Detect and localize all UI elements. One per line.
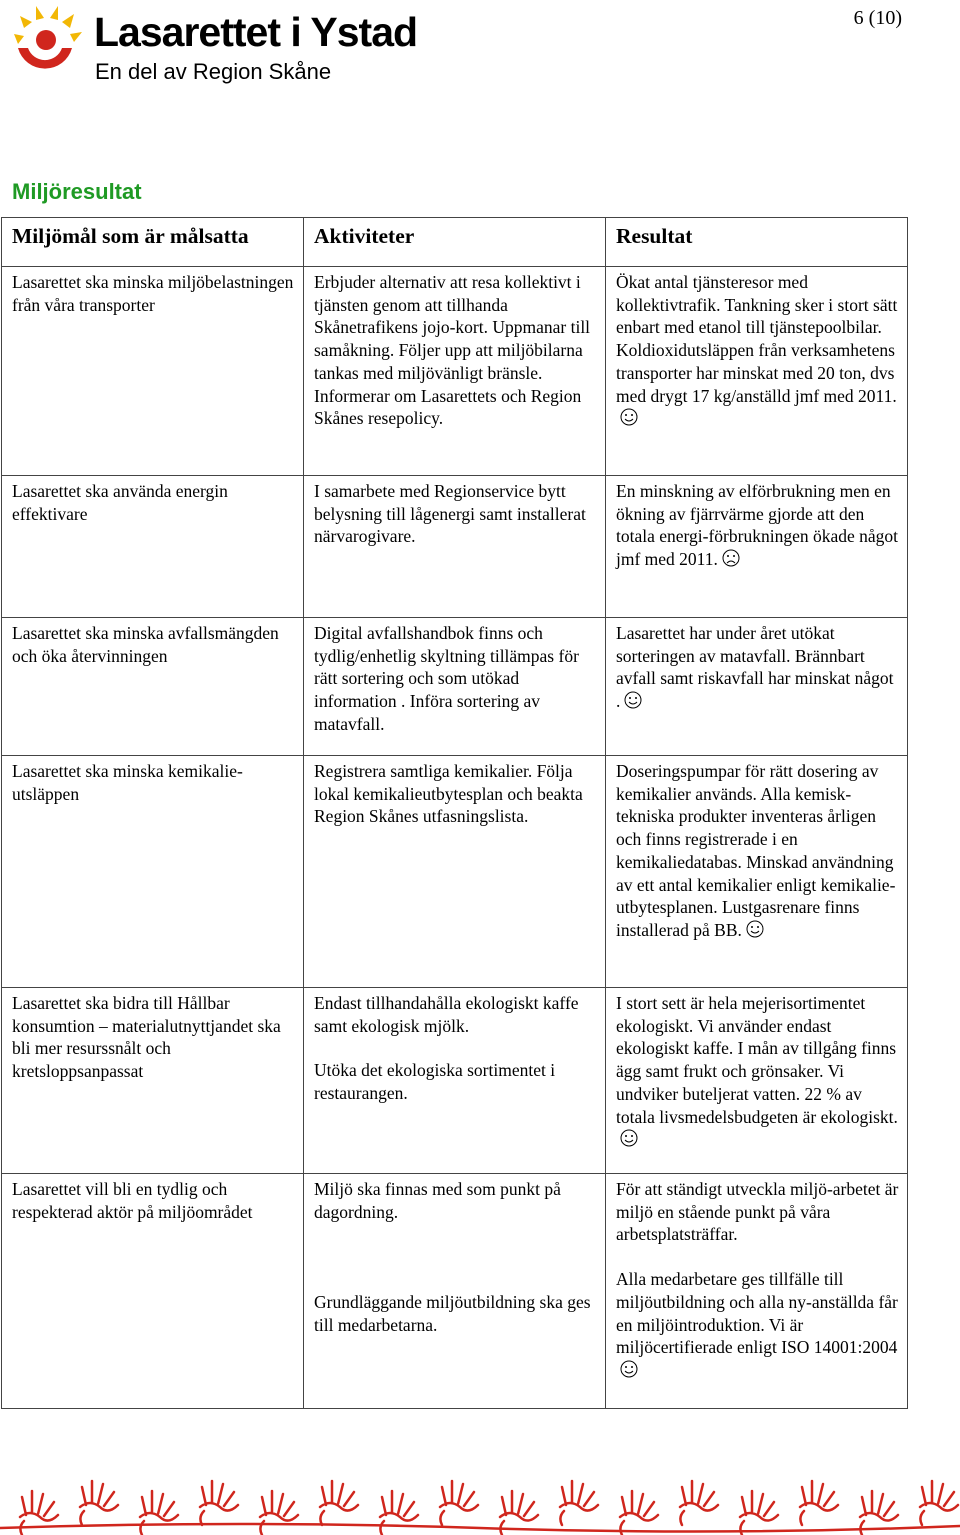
result-cell bbox=[606, 1174, 908, 1409]
result-paragraph: För att ständigt utveckla miljö-arbetet är miljö en stående punkt på våra arbetsplatsträffar. bbox=[616, 1179, 899, 1245]
smiley-happy-icon bbox=[620, 1360, 638, 1378]
table-row bbox=[2, 476, 908, 618]
column-header-activities: Aktiviteter bbox=[304, 218, 606, 267]
activities-cell: Registrera samtliga kemikalier. Följa lokal kemikalieutbytesplan och beakta Region Skånes utfasningslista. bbox=[304, 756, 606, 988]
result-cell bbox=[606, 756, 908, 988]
activity-paragraph: Miljö ska finnas med som punkt på dagordning. bbox=[314, 1179, 561, 1222]
column-header-results: Resultat bbox=[606, 218, 908, 267]
goal-cell: Lasarettet ska använda energin effektivare bbox=[2, 476, 304, 618]
activity-paragraph: Endast tillhandahålla ekologiskt kaffe samt ekologisk mjölk. bbox=[314, 993, 579, 1036]
logo-subtitle: En del av Region Skåne bbox=[95, 59, 332, 84]
result-cell bbox=[606, 988, 908, 1174]
result-cell bbox=[606, 476, 908, 618]
activities-cell: I samarbete med Regionservice bytt belysning till lågenergi samt installerat närvarogivare. bbox=[304, 476, 606, 618]
smiley-happy-icon bbox=[620, 408, 638, 426]
activities-cell: Erbjuder alternativ att resa kollektivt i tjänsten genom att tillhanda Skånetrafikens jojo-kort. Uppmanar till samåkning. Följer upp att miljöbilarna tankas med miljövänligt bränsle. Informerar om Lasarettets och Region Skånes resepolicy. bbox=[304, 267, 606, 476]
activities-cell bbox=[304, 988, 606, 1174]
section-title: Miljöresultat bbox=[12, 179, 142, 204]
decorative-hands-border-icon bbox=[0, 1458, 960, 1535]
result-text: Lasarettet har under året utökat sorteringen av matavfall. Brännbart avfall samt riskavfall har minskat något . bbox=[616, 623, 894, 712]
activity-paragraph: Utöka det ekologiska sortimentet i restaurangen. bbox=[314, 1060, 556, 1104]
goal-cell: Lasarettet ska minska avfallsmängden och öka återvinningen bbox=[2, 618, 304, 756]
table-row bbox=[2, 618, 908, 756]
table-row bbox=[2, 267, 908, 476]
logo-mark-icon bbox=[10, 4, 84, 74]
goal-cell: Lasarettet ska bidra till Hållbar konsumtion – materialutnyttjandet ska bli mer resurssnålt och kretsloppsanpassat bbox=[2, 988, 304, 1174]
environment-results-table bbox=[1, 217, 908, 1409]
result-text: Doseringspumpar för rätt dosering av kemikalier används. Alla kemisk-tekniska produkter inventeras årligen och finns registrerade i en kemikaliedatabas. Minskad användning av ett antal kemikalier enligt kemikalie-utbytesplanen. Lustgasrenare finns installerad på BB. bbox=[616, 761, 896, 940]
result-text: Ökat antal tjänsteresor med kollektivtrafik. Tankning sker i stort sätt enbart med etanol till tjänstepoolbilar. Koldioxidutsläppen från verksamhetens transporter har minskat med 20 ton, dvs med drygt 17 kg/anställd jmf med 2011. bbox=[616, 272, 898, 406]
activities-cell bbox=[304, 1174, 606, 1409]
result-paragraph bbox=[616, 1268, 899, 1382]
result-text: En minskning av elförbrukning men en ökning av fjärrvärme gjorde att den totala energi-förbrukningen ökade något jmf med 2011. bbox=[616, 481, 899, 570]
result-cell bbox=[606, 618, 908, 756]
smiley-sad-icon bbox=[722, 549, 740, 567]
smiley-happy-icon bbox=[746, 920, 764, 938]
smiley-happy-icon bbox=[620, 1129, 638, 1147]
activity-paragraph: Grundläggande miljöutbildning ska ges till medarbetarna. bbox=[314, 1292, 591, 1336]
table-row bbox=[2, 988, 908, 1174]
logo-name: Lasarettet i Ystad bbox=[94, 9, 418, 55]
result-text: Alla medarbetare ges tillfälle till miljöutbildning och alla ny-anställda får en miljöintroduktion. Vi är miljöcertifierade enligt ISO 14001:2004 bbox=[616, 1269, 898, 1358]
goal-cell: Lasarettet vill bli en tydlig och respekterad aktör på miljöområdet bbox=[2, 1174, 304, 1409]
result-text: I stort sett är hela mejerisortimentet ekologiskt. Vi använder endast ekologiskt kaffe. I mån av tillgång finns ägg samt frukt och grönsaker. Vi undviker buteljerat vatten. 22 % av totala livsmedelsbudgeten är ekologiskt. bbox=[616, 993, 898, 1127]
smiley-happy-icon bbox=[624, 691, 642, 709]
column-header-goals: Miljömål som är målsatta bbox=[2, 218, 304, 267]
page-number: 6 (10) bbox=[853, 7, 902, 29]
table-header-row bbox=[2, 218, 908, 267]
table-row bbox=[2, 756, 908, 988]
activities-cell: Digital avfallshandbok finns och tydlig/enhetlig skyltning tillämpas för rätt sortering och som utökad information . Införa sortering av matavfall. bbox=[304, 618, 606, 756]
goal-cell: Lasarettet ska minska kemikalie-utsläppen bbox=[2, 756, 304, 988]
goal-cell: Lasarettet ska minska miljöbelastningen från våra transporter bbox=[2, 267, 304, 476]
hospital-logo bbox=[10, 4, 430, 84]
result-cell bbox=[606, 267, 908, 476]
table-row bbox=[2, 1174, 908, 1409]
